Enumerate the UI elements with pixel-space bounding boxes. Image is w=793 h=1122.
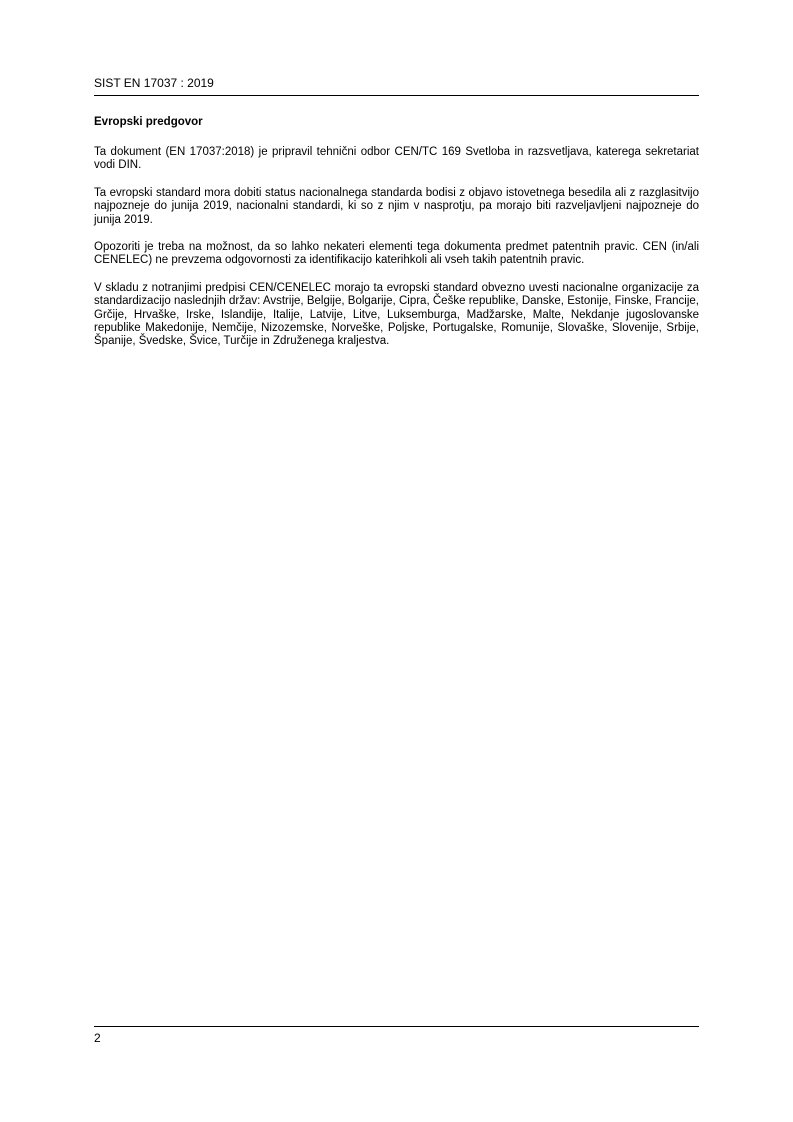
page-content [94, 115, 699, 363]
paragraph-patent-rights: Opozoriti je treba na možnost, da so lahko nekateri elementi tega dokumenta predmet patentnih pravic. CEN (in/ali CENELEC) ne prevzema odgovornosti za identifikacijo katerihkoli ali vseh takih patentnih pravic. [94, 241, 699, 267]
page-number: 2 [94, 1031, 101, 1045]
paragraph-national-status: Ta evropski standard mora dobiti status nacionalnega standarda bodisi z objavo istovetnega besedila ali z razglasitvijo najpozneje do junija 2019, nacionalni standardi, ki so z njim v nasprotju, pa morajo biti razveljavljeni najpozneje do junija 2019. [94, 186, 699, 226]
document-id: SIST EN 17037 : 2019 [94, 76, 214, 90]
page-header [94, 76, 699, 96]
page-footer [94, 1026, 699, 1045]
paragraph-prepared-by: Ta dokument (EN 17037:2018) je pripravil tehnični odbor CEN/TC 169 Svetloba in razsvetljava, katerega sekretariat vodi DIN. [94, 146, 699, 172]
section-title: Evropski predgovor [94, 116, 203, 128]
paragraph-member-countries: V skladu z notranjimi predpisi CEN/CENELEC morajo ta evropski standard obvezno uvesti nacionalne organizacije za standardizacijo naslednjih držav: Avstrije, Belgije, Bolgarije, Cipra, Češke republike, Danske, Estonije, Finske, Francije, Grčije, Hrvaške, Irske, Islandije, Italije, Latvije, Litve, Luksemburga, Madžarske, Malte, Nekdanje jugoslovanske republike Makedonije, Nemčije, Nizozemske, Norveške, Poljske, Portugalske, Romunije, Slovaške, Slovenije, Srbije, Španije, Švedske, Švice, Turčije in Združenega kraljestva. [94, 281, 699, 348]
